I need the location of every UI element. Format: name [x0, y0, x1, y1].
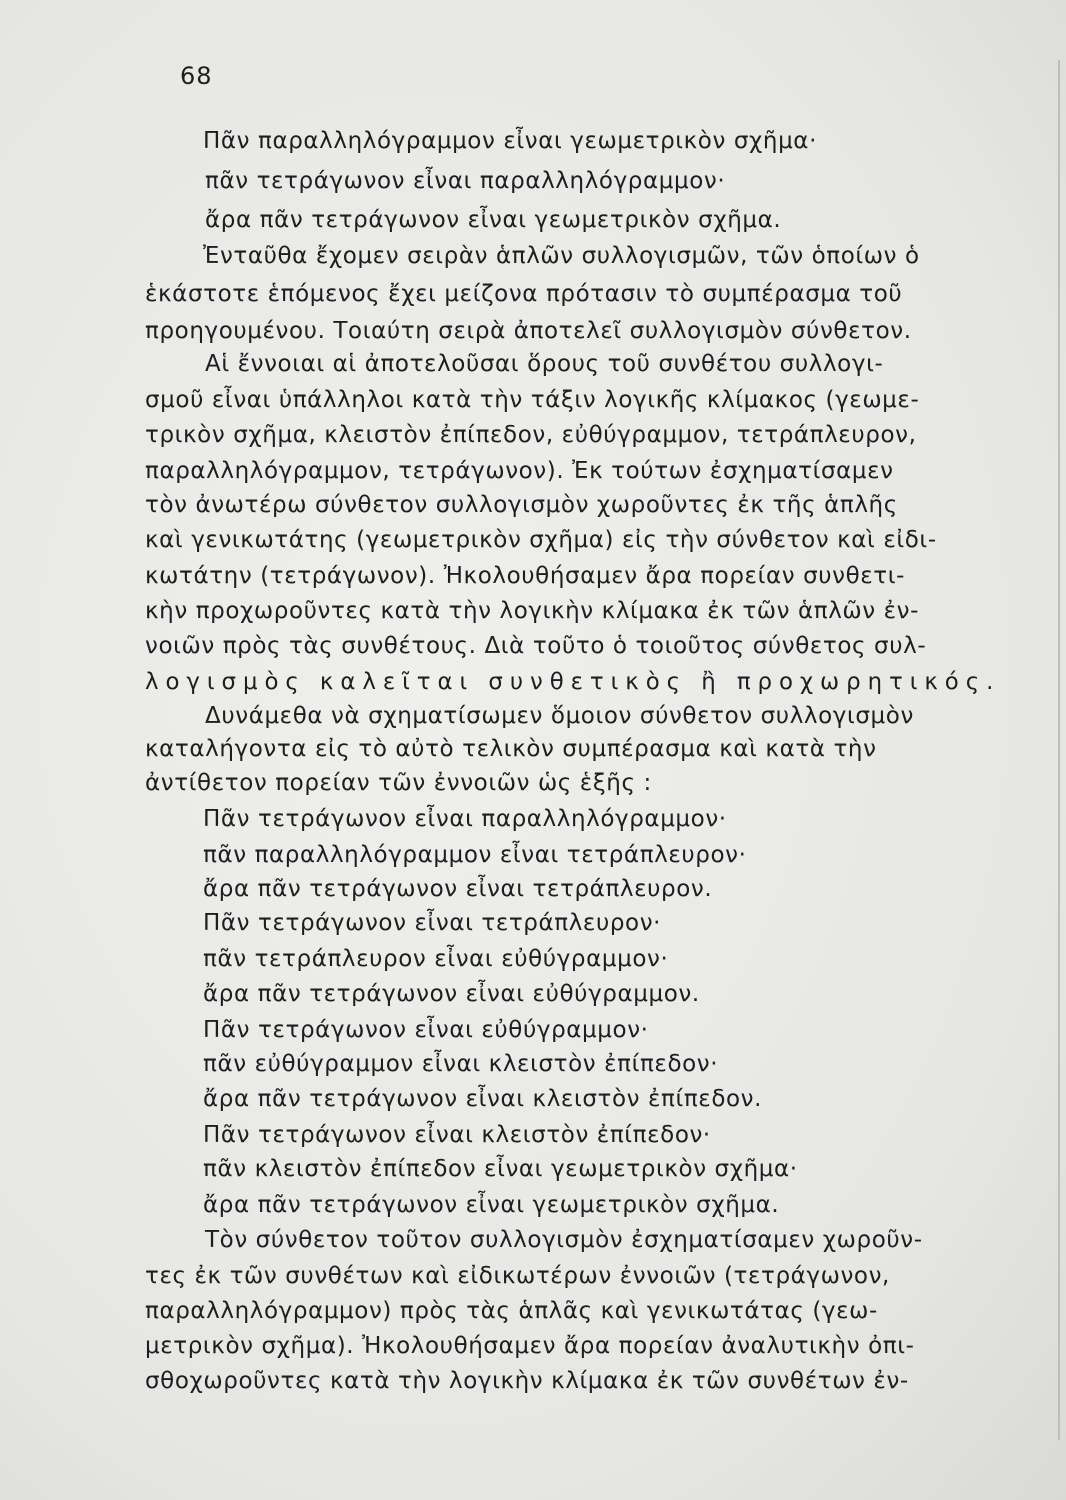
syllogism-line: ἄρα πᾶν τετράγωνον εἶναι εὐθύγραμμον. [203, 981, 700, 1007]
text-line: Αἱ ἔννοιαι αἱ ἀποτελοῦσαι ὅρους τοῦ συνθέτου συλλογι- [205, 351, 884, 377]
syllogism-line: πᾶν παραλληλόγραμμον εἶναι τετράπλευρον· [203, 842, 747, 868]
syllogism-line: Πᾶν τετράγωνον εἶναι εὐθύγραμμον· [203, 1017, 649, 1043]
text-line: ἑκάστοτε ἑπόμενος ἔχει μείζονα πρότασιν τὸ συμπέρασμα τοῦ [145, 281, 903, 307]
text-line: νοιῶν πρὸς τὰς συνθέτους. Διὰ τοῦτο ὁ τοιοῦτος σύνθετος συλ- [145, 633, 927, 659]
text-line: κωτάτην (τετράγωνον). Ἠκολουθήσαμεν ἄρα πορείαν συνθετι- [145, 563, 906, 589]
syllogism-line: πᾶν εὐθύγραμμον εἶναι κλειστὸν ἐπίπεδον· [203, 1051, 719, 1077]
text-line: τες ἐκ τῶν συνθέτων καὶ εἰδικωτέρων ἐννοιῶν (τετράγωνον, [145, 1263, 890, 1289]
page-number: 68 [180, 62, 213, 90]
text-line: Πᾶν παραλληλόγραμμον εἶναι γεωμετρικὸν σχῆμα· [203, 128, 817, 154]
text-line: καὶ γενικωτάτης (γεωμετρικὸν σχῆμα) εἰς τὴν σύνθετον καὶ εἰδι- [145, 527, 937, 553]
page-edge-shadow [1058, 60, 1060, 1440]
text-line: παραλληλόγραμμον, τετράγωνον). Ἐκ τούτων ἐσχηματίσαμεν [145, 458, 894, 484]
text-line: σθοχωροῦντες κατὰ τὴν λογικὴν κλίμακα ἐκ τῶν συνθέτων ἐν- [145, 1368, 909, 1394]
text-line: Ἐνταῦθα ἔχομεν σειρὰν ἁπλῶν συλλογισμῶν, τῶν ὁποίων ὁ [203, 243, 920, 269]
text-line: ἄρα πᾶν τετράγωνον εἶναι γεωμετρικὸν σχῆμα. [205, 207, 782, 233]
text-line: λογισμὸς καλεῖται συνθετικὸς ἢ προχωρητικός. [145, 669, 1001, 695]
text-line: παραλληλόγραμμον) πρὸς τὰς ἁπλᾶς καὶ γενικωτάτας (γεω- [145, 1298, 878, 1324]
syllogism-line: Πᾶν τετράγωνον εἶναι κλειστὸν ἐπίπεδον· [203, 1122, 711, 1148]
text-line: Τὸν σύνθετον τοῦτον συλλογισμὸν ἐσχηματίσαμεν χωροῦν- [205, 1227, 923, 1253]
text-line: προηγουμένου. Τοιαύτη σειρὰ ἀποτελεῖ συλλογισμὸν σύνθετον. [145, 318, 912, 344]
syllogism-line: πᾶν τετράπλευρον εἶναι εὐθύγραμμον· [203, 946, 669, 972]
syllogism-line: Πᾶν τετράγωνον εἶναι παραλληλόγραμμον· [203, 806, 727, 832]
text-line: Δυνάμεθα νὰ σχηματίσωμεν ὅμοιον σύνθετον συλλογισμὸν [205, 703, 914, 729]
text-line: καταλήγοντα εἰς τὸ αὐτὸ τελικὸν συμπέρασμα καὶ κατὰ τὴν [145, 736, 877, 762]
text-line: κὴν προχωροῦντες κατὰ τὴν λογικὴν κλίμακα ἐκ τῶν ἁπλῶν ἐν- [145, 598, 920, 624]
text-line: μετρικὸν σχῆμα). Ἠκολουθήσαμεν ἄρα πορείαν ἀναλυτικὴν ὀπι- [145, 1333, 915, 1359]
text-line: τρικὸν σχῆμα, κλειστὸν ἐπίπεδον, εὐθύγραμμον, τετράπλευρον, [145, 422, 917, 448]
text-line: τὸν ἀνωτέρω σύνθετον συλλογισμὸν χωροῦντες ἐκ τῆς ἁπλῆς [145, 492, 898, 518]
syllogism-line: ἄρα πᾶν τετράγωνον εἶναι τετράπλευρον. [203, 876, 713, 902]
text-line: ἀντίθετον πορείαν τῶν ἐννοιῶν ὡς ἑξῆς : [145, 770, 652, 796]
syllogism-line: Πᾶν τετράγωνον εἶναι τετράπλευρον· [203, 910, 662, 936]
syllogism-line: πᾶν κλειστὸν ἐπίπεδον εἶναι γεωμετρικὸν σχῆμα· [203, 1156, 798, 1182]
syllogism-line: ἄρα πᾶν τετράγωνον εἶναι κλειστὸν ἐπίπεδον. [203, 1086, 763, 1112]
text-line: σμοῦ εἶναι ὑπάλληλοι κατὰ τὴν τάξιν λογικῆς κλίμακος (γεωμε- [145, 387, 920, 413]
syllogism-line: ἄρα πᾶν τετράγωνον εἶναι γεωμετρικὸν σχῆμα. [203, 1192, 780, 1218]
text-line: πᾶν τετράγωνον εἶναι παραλληλόγραμμον· [205, 168, 726, 194]
